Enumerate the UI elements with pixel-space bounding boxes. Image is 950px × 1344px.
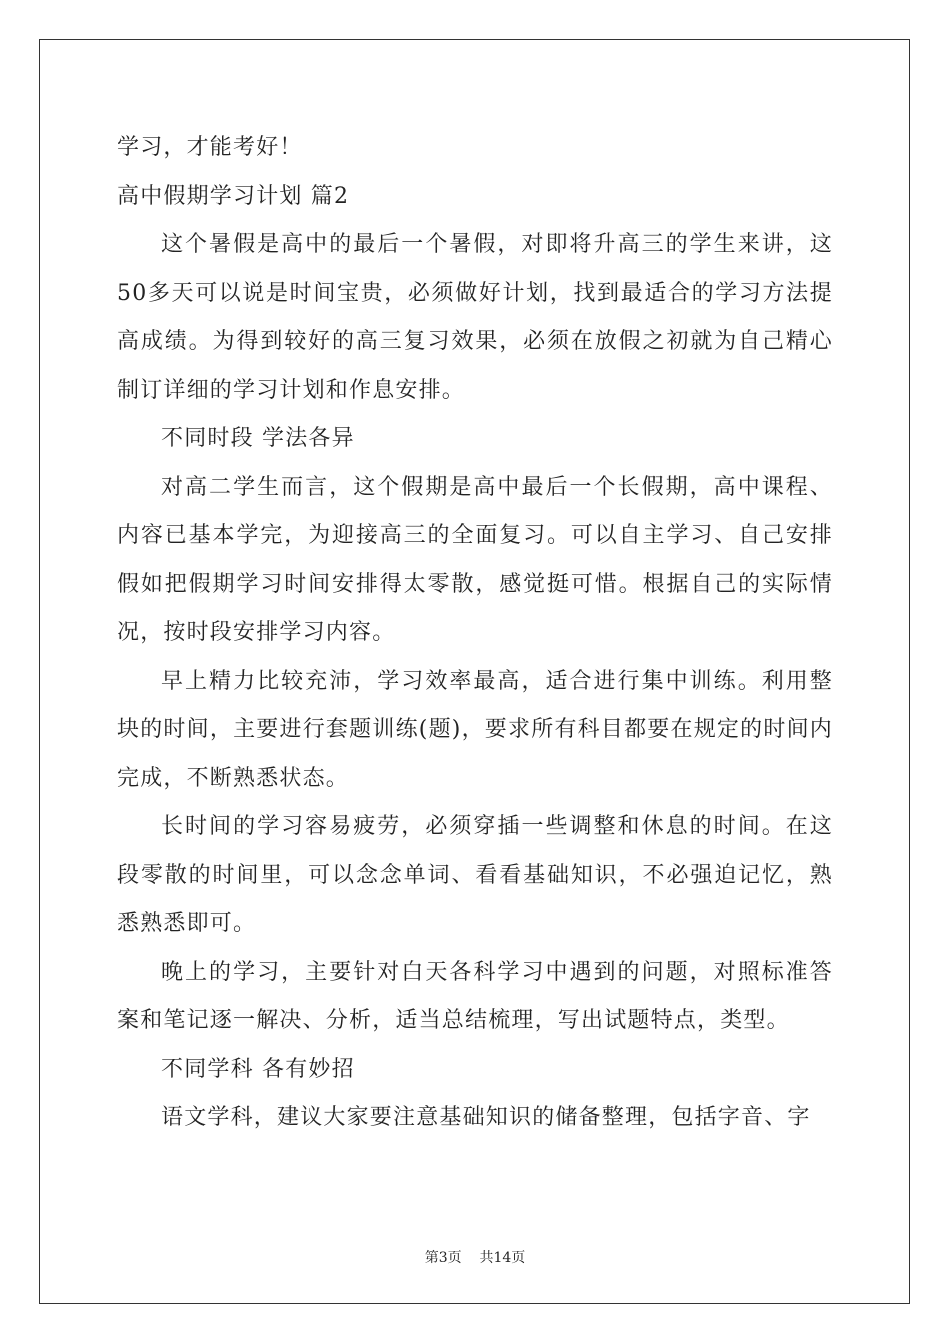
subheading-subjects: 不同学科 各有妙招	[161, 1056, 355, 1082]
page-footer: 第3页 共14页	[424, 1250, 526, 1266]
section-title: 高中假期学习计划 篇2	[117, 183, 350, 209]
paragraph-chinese: 语文学科，建议大家要注意基础知识的储备整理，包括字音、字	[161, 1105, 811, 1130]
subheading-time-periods: 不同时段 学法各异	[161, 426, 355, 451]
continuation-line: 学习，才能考好！	[117, 135, 303, 160]
paragraph-morning: 早上精力比较充沛，学习效率最高，适合进行集中训练。利用整块的时间，主要进行套题训练(题)，要求所有科目都要在规定的时间内完成，不断熟悉状态。	[117, 668, 833, 791]
paragraph-grade-two: 对高二学生而言，这个假期是高中最后一个长假期，高中课程、内容已基本学完，为迎接高三的全面复习。可以自主学习、自己安排假如把假期学习时间安排得太零散，感觉挺可惜。根据自己的实际情况，按时段安排学习内容。	[117, 474, 833, 645]
paragraph-intro: 这个暑假是高中的最后一个暑假，对即将升高三的学生来讲，这50多天可以说是时间宝贵，必须做好计划，找到最适合的学习方法提高成绩。为得到较好的高三复习效果，必须在放假之初就为自己精心制订详细的学习计划和作息安排。	[117, 232, 833, 403]
paragraph-evening: 晚上的学习，主要针对白天各科学习中遇到的问题，对照标准答案和笔记逐一解决、分析，适当总结梳理，写出试题特点，类型。	[117, 959, 833, 1033]
document-body	[117, 124, 833, 1143]
paragraph-rest: 长时间的学习容易疲劳，必须穿插一些调整和休息的时间。在这段零散的时间里，可以念念单词、看看基础知识，不必强迫记忆，熟悉熟悉即可。	[117, 814, 833, 936]
